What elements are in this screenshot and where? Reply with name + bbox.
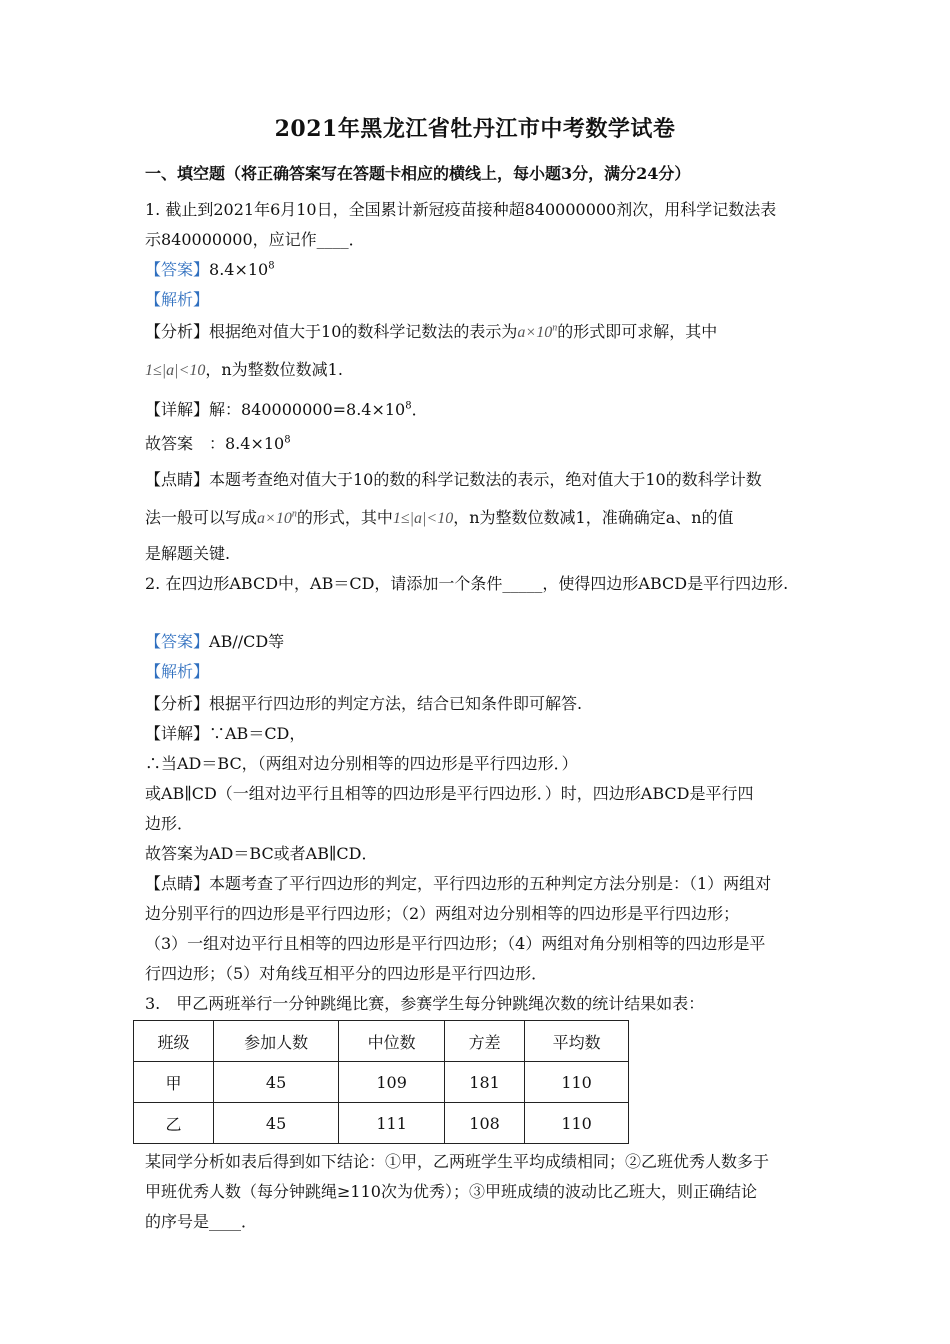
table-cell: 乙 (134, 1103, 214, 1144)
table-cell: 110 (525, 1062, 629, 1103)
q3-after-1: 某同学分析如表后得到如下结论：①甲，乙两班学生平均成绩相同；②乙班优秀人数多于 (145, 1152, 770, 1171)
q1-answer-value: 8.4×10 (209, 260, 269, 279)
fenxi-text: 根据绝对值大于10的数科学记数法的表示为 (209, 322, 518, 341)
q1-comment-line-2 (145, 506, 815, 531)
q2-answer-line: 故答案为AD＝BC或者AB∥CD． (145, 844, 378, 863)
answer-tag: 【答案】 (145, 260, 210, 279)
q2-detail-2: ∴当AD＝BC，（两组对边分别相等的四边形是平行四边形．） (145, 754, 578, 773)
table-header-cell: 班级 (134, 1021, 214, 1062)
answer-line-text: 故答案 ：8.4×10 (145, 434, 285, 453)
detail-exponent: 8 (405, 400, 412, 412)
comment-condition-formula: 1≤|a|<10 (392, 510, 454, 527)
table-cell: 108 (444, 1103, 524, 1144)
page-title: 2021年黑龙江省牡丹江市中考数学试卷 (274, 116, 676, 142)
q2-line-1: 2. 在四边形ABCD中，AB＝CD，请添加一个条件_____，使得四边形ABCD是平行四边形. (145, 574, 789, 593)
q1-answer (145, 258, 815, 282)
section-heading: 一、填空题（将正确答案写在答题卡相应的横线上，每小题3分，满分24分） (145, 164, 691, 183)
comment-text-tail: ，n为整数位数减1，准确确定a、n的值 (453, 508, 734, 527)
q1-line-1: 1. 截止到2021年6月10日，全国累计新冠疫苗接种超840000000剂次，用科学记数法表 (145, 200, 777, 219)
q1-comment-line-1: 【点睛】本题考查绝对值大于10的数的科学记数法的表示，绝对值大于10的数科学计数 (145, 470, 762, 489)
table-cell: 181 (444, 1062, 524, 1103)
q1-analysis-tag: 【解析】 (145, 290, 210, 309)
table-header-cell: 平均数 (525, 1021, 629, 1062)
q2-answer (145, 630, 815, 654)
q2-comment-2: 边分别平行的四边形是平行四边形；（2）两组对边分别相等的四边形是平行四边形； (145, 904, 740, 923)
fenxi-tag: 【分析】 (145, 322, 210, 341)
q1-comment-line-3: 是解题关键. (145, 544, 231, 563)
formula-exponent: n (552, 322, 558, 334)
q2-comment-3: （3）一组对边平行且相等的四边形是平行四边形；（4）两组对角分别相等的四边形是平 (145, 934, 766, 953)
formula-exponent: n (291, 508, 297, 520)
q3-after-3: 的序号是____． (145, 1212, 258, 1231)
table-header-cell: 中位数 (339, 1021, 445, 1062)
table-cell: 甲 (134, 1062, 214, 1103)
table-cell: 110 (525, 1103, 629, 1144)
q2-detail-1: 【详解】∵AB＝CD， (145, 724, 306, 743)
fenxi-formula (517, 324, 557, 341)
table-cell: 45 (213, 1062, 338, 1103)
table-cell: 111 (339, 1103, 445, 1144)
q1-answer-line (145, 432, 815, 456)
detail-text: 【详解】解：840000000=8.4×10 (145, 400, 406, 419)
q1-answer-exponent: 8 (268, 260, 275, 272)
q1-detail (145, 398, 815, 422)
table-cell: 109 (339, 1062, 445, 1103)
table-row (134, 1103, 629, 1144)
table-header-row (134, 1021, 629, 1062)
q2-fenxi: 【分析】根据平行四边形的判定方法，结合已知条件即可解答. (145, 694, 583, 713)
detail-tail: ． (411, 400, 428, 419)
table-header-cell: 参加人数 (213, 1021, 338, 1062)
q2-answer-value: AB//CD等 (209, 632, 285, 651)
condition-formula: 1≤|a|<10 (145, 362, 206, 379)
answer-line-exponent: 8 (284, 434, 291, 446)
q3-after-2: 甲班优秀人数（每分钟跳绳≥110次为优秀）；③甲班成绩的波动比乙班大，则正确结论 (145, 1182, 757, 1201)
q1-line-2: 示840000000，应记作____． (145, 230, 365, 249)
comment-text-mid: 的形式，其中 (296, 508, 393, 527)
q2-analysis-tag: 【解析】 (145, 662, 210, 681)
fenxi-text-tail: 的形式即可求解，其中 (557, 322, 718, 341)
table-header-cell: 方差 (444, 1021, 524, 1062)
q1-fenxi-line (145, 320, 815, 345)
condition-text: ，n为整数位数减1. (205, 360, 343, 379)
q2-comment-1: 【点睛】本题考查了平行四边形的判定，平行四边形的五种判定方法分别是：（1）两组对 (145, 874, 772, 893)
q2-detail-3: 或AB∥CD（一组对边平行且相等的四边形是平行四边形．）时，四边形ABCD是平行四 (145, 784, 754, 803)
answer-tag: 【答案】 (145, 632, 210, 651)
stats-table (133, 1020, 629, 1144)
q2-comment-4: 行四边形；（5）对角线互相平分的四边形是平行四边形． (145, 964, 548, 983)
formula-base: a×10 (517, 324, 553, 341)
table-cell: 45 (213, 1103, 338, 1144)
q1-condition-line (145, 358, 815, 383)
table-row (134, 1062, 629, 1103)
q2-detail-4: 边形． (145, 814, 194, 833)
q3-line-1: 3. 甲乙两班举行一分钟跳绳比赛，参赛学生每分钟跳绳次数的统计结果如表： (145, 994, 705, 1013)
comment-formula (257, 510, 297, 527)
comment-text: 法一般可以写成 (145, 508, 258, 527)
formula-base: a×10 (257, 510, 292, 527)
